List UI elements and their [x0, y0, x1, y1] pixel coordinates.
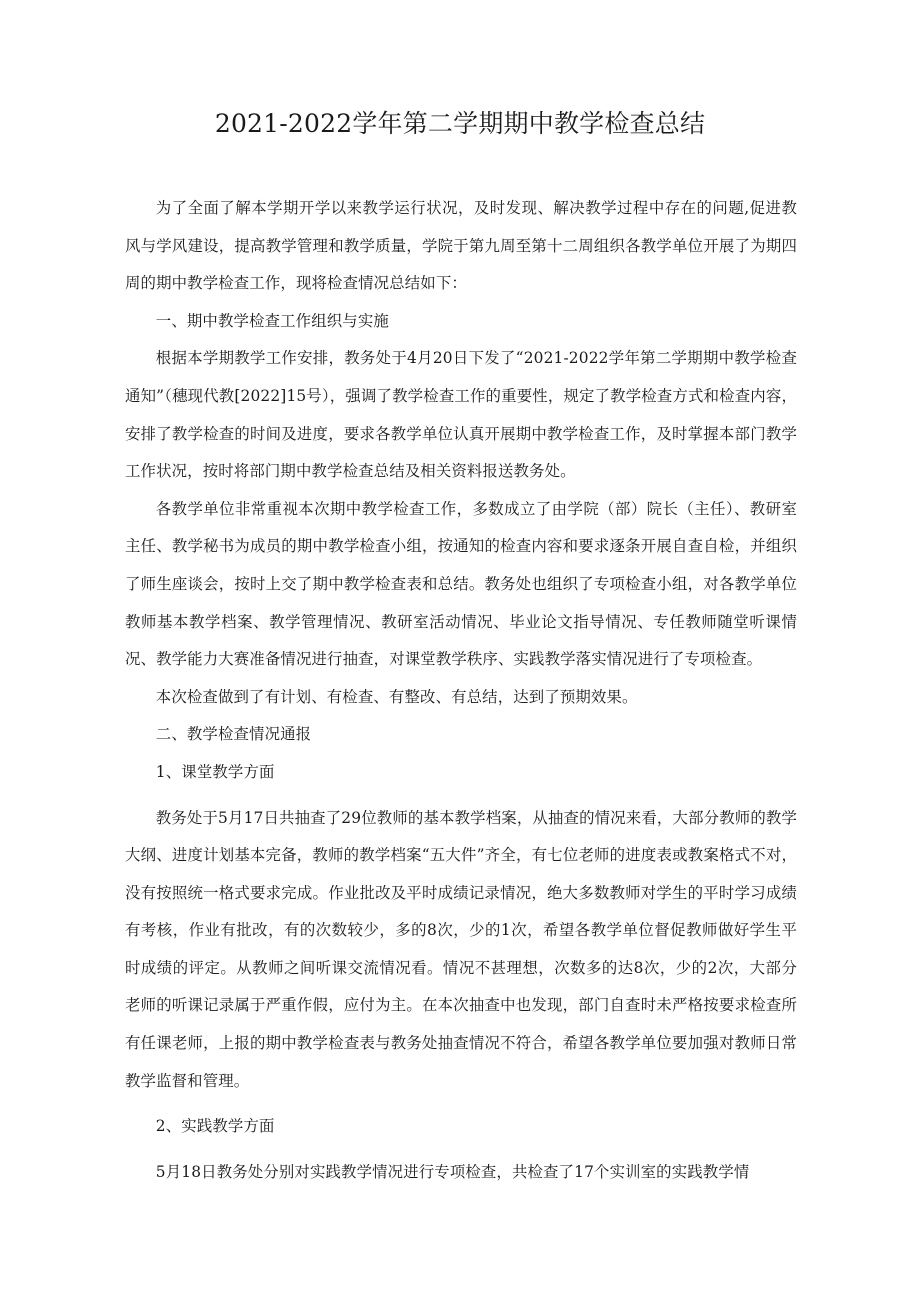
paragraph-practice: 5月18日教务处分别对实践教学情况进行专项检查，共检查了17个实训室的实践教学情	[155, 1162, 750, 1181]
paragraph-intro: 为了全面了解本学期开学以来教学运行状况，及时发现、解决教学过程中存在的问题,促进教风与学风建设，提高教学管理和教学质量，学院于第九周至第十二周组织各教学单位开展了为期四周的期中教学检查工作，现将检查情况总结如下：	[125, 199, 797, 293]
section-heading-2: 二、教学检查情况通报	[155, 725, 312, 744]
subsection-heading-practice: 2、实践教学方面	[155, 1117, 275, 1136]
document-body	[125, 190, 797, 1191]
paragraph-summary: 本次检查做到了有计划、有检查、有整改、有总结，达到了预期效果。	[155, 687, 638, 706]
subsection-heading-classroom: 1、课堂教学方面	[155, 762, 275, 781]
paragraph-notice: 根据本学期教学工作安排，教务处于4月20日下发了“2021-2022学年第二学期期中教学检查通知”（穗现代教[2022]15号），强调了教学检查工作的重要性，规定了教学检查方式和检查内容，安排了教学检查的时间及进度，要求各教学单位认真开展期中教学检查工作，及时掌握本部门教学工作状况，按时将部门期中教学检查总结及相关资料报送教务处。	[125, 349, 797, 481]
paragraph-classroom: 教务处于5月17日共抽查了29位教师的基本教学档案，从抽查的情况来看，大部分教师的教学大纲、进度计划基本完备，教师的教学档案“五大件”齐全，有七位老师的进度表或教案格式不对，没有按照统一格式要求完成。作业批改及平时成绩记录情况，绝大多数教师对学生的平时学习成绩有考核，作业有批改，有的次数较少，多的8次，少的1次，希望各教学单位督促教师做好学生平时成绩的评定。从教师之间听课交流情况看。情况不甚理想，次数多的达8次，少的2次，大部分老师的听课记录属于严重作假，应付为主。在本次抽查中也发现，部门自查时未严格按要求检查所有任课老师，上报的期中教学检查表与教务处抽查情况不符合，希望各教学单位要加强对教师日常教学监督和管理。	[125, 808, 797, 1090]
section-heading-1: 一、期中教学检查工作组织与实施	[155, 311, 389, 330]
paragraph-units: 各教学单位非常重视本次期中教学检查工作，多数成立了由学院（部）院长（主任）、教研室主任、教学秘书为成员的期中教学检查小组，按通知的检查内容和要求逐条开展自查自检，并组织了师生座谈会，按时上交了期中教学检查表和总结。教务处也组织了专项检查小组，对各教学单位教师基本教学档案、教学管理情况、教研室活动情况、毕业论文指导情况、专任教师随堂听课情况、教学能力大赛准备情况进行抽查，对课堂教学秩序、实践教学落实情况进行了专项检查。	[125, 499, 797, 669]
document-title: 2021-2022学年第二学期期中教学检查总结	[214, 109, 706, 138]
